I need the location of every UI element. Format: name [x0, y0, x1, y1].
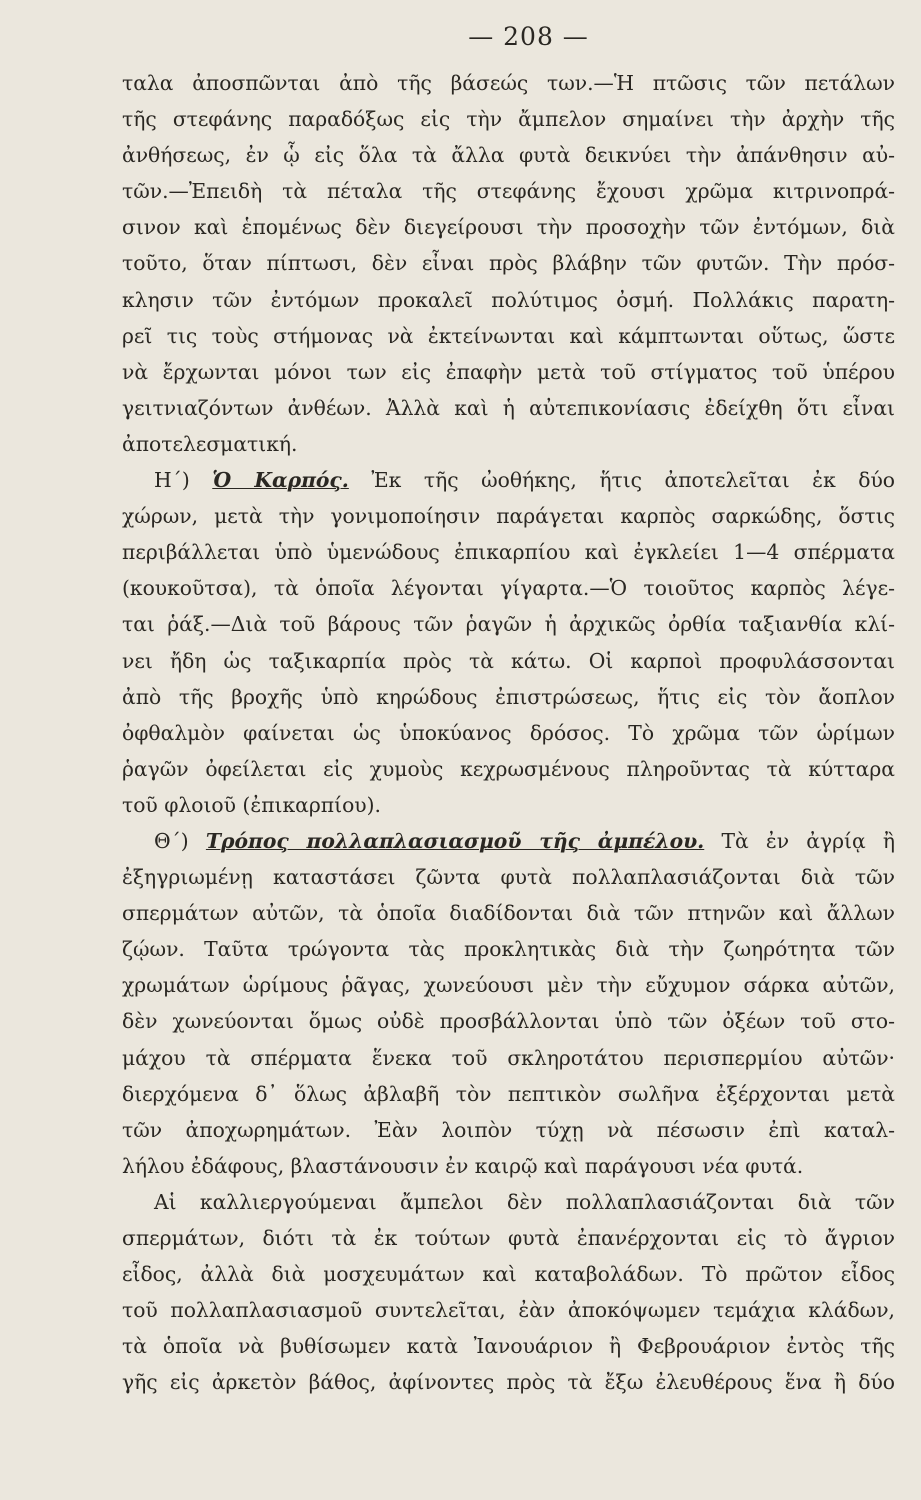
- section-heading: [122, 462, 895, 498]
- text-line: σινον καὶ ἑπομένως δὲν διεγείρουσι τὴν προσοχὴν τῶν ἐντόμων, διὰ: [122, 215, 895, 240]
- text-line: ρεῖ τις τοὺς στήμονας νὰ ἐκτείνωνται καὶ κάμπτωνται οὕτως, ὥστε: [122, 323, 895, 348]
- text-line: (κουκοῦτσα), τὰ ὁποῖα λέγονται γίγαρτα.—Ὁ τοιοῦτος καρπὸς λέγε-: [122, 576, 895, 601]
- section-propagation: [122, 823, 895, 1184]
- text-line: εἶδος, ἀλλὰ διὰ μοσχευμάτων καὶ καταβολάδων. Τὸ πρῶτον εἶδος: [122, 1262, 895, 1287]
- text-line: ἀπὸ τῆς βροχῆς ὑπὸ κηρώδους ἐπιστρώσεως, ἥτις εἰς τὸν ἄοπλον: [122, 684, 895, 709]
- text-line: τοῦτο, ὅταν πίπτωσι, δὲν εἶναι πρὸς βλάβην τῶν φυτῶν. Τὴν πρόσ-: [122, 251, 895, 276]
- text-line: τῶν.—Ἐπειδὴ τὰ πέταλα τῆς στεφάνης ἔχουσι χρῶμα κιτρινοπρά-: [122, 179, 895, 204]
- text-line: γῆς εἰς ἀρκετὸν βάθος, ἀφίνοντες πρὸς τὰ ἔξω ἐλευθέρους ἕνα ἢ δύο: [122, 1370, 895, 1395]
- section-heading: [122, 823, 895, 859]
- page-number: — 208 —: [468, 22, 589, 51]
- text-line: νει ἤδη ὡς ταξικαρπία πρὸς τὰ κάτω. Οἱ καρποὶ προφυλάσσονται: [122, 648, 895, 673]
- text-line: τῆς στεφάνης παραδόξως εἰς τὴν ἄμπελον σημαίνει τὴν ἀρχὴν τῆς: [122, 107, 895, 132]
- text-line: ἀποτελεσματική.: [122, 431, 298, 456]
- section-heading-text: Τὰ ἐν ἀγρίᾳ ἢ: [721, 828, 895, 853]
- text-line: διερχόμενα δ᾽ ὅλως ἀβλαβῆ τὸν πεπτικὸν σωλῆνα ἐξέρχονται μετὰ: [122, 1081, 895, 1106]
- text-line: γειτνιαζόντων ἀνθέων. Ἀλλὰ καὶ ἡ αὐτεπικονίασις ἐδείχθη ὅτι εἶναι: [122, 395, 895, 420]
- text-line: μάχου τὰ σπέρματα ἕνεκα τοῦ σκληροτάτου περισπερμίου αὐτῶν·: [122, 1045, 895, 1070]
- text-line: ἀνθήσεως, ἐν ᾧ εἰς ὅλα τὰ ἄλλα φυτὰ δεικνύει τὴν ἀπάνθησιν αὐ-: [122, 143, 895, 168]
- text-line: δὲν χωνεύονται ὅμως οὐδὲ προσβάλλονται ὑπὸ τῶν ὀξέων τοῦ στο-: [122, 1009, 895, 1034]
- text-line: ὀφθαλμὸν φαίνεται ὡς ὑποκύανος δρόσος. Τὸ χρῶμα τῶν ὡρίμων: [122, 720, 895, 745]
- section-title: Ὁ Καρπός.: [212, 468, 349, 493]
- text-line: τοῦ φλοιοῦ (ἐπικαρπίου).: [122, 792, 381, 817]
- text-line: τὰ ὁποῖα νὰ βυθίσωμεν κατὰ Ἰανουάριον ἢ Φεβρουάριον ἐντὸς τῆς: [122, 1334, 895, 1359]
- paragraph-flowers: [122, 65, 895, 462]
- section-title: Τρόπος πολλαπλασιασμοῦ τῆς ἀμπέλου.: [205, 828, 705, 853]
- text-line: νὰ ἔρχωνται μόνοι των εἰς ἐπαφὴν μετὰ τοῦ στίγματος τοῦ ὑπέρου: [122, 359, 895, 384]
- section-fruit: [122, 462, 895, 823]
- text-line: χρωμάτων ὡρίμους ῥᾶγας, χωνεύουσι μὲν τὴν εὔχυμον σάρκα αὐτῶν,: [122, 973, 895, 998]
- text-line: κλησιν τῶν ἐντόμων προκαλεῖ πολύτιμος ὀσμή. Πολλάκις παρατη-: [122, 287, 895, 312]
- text-line: τῶν ἀποχωρημάτων. Ἐὰν λοιπὸν τύχῃ νὰ πέσωσιν ἐπὶ καταλ-: [122, 1117, 895, 1142]
- text-line: λήλου ἐδάφους, βλαστάνουσιν ἐν καιρῷ καὶ παράγουσι νέα φυτά.: [122, 1153, 804, 1178]
- text-line: σπερμάτων αὐτῶν, τὰ ὁποῖα διαδίδονται διὰ τῶν πτηνῶν καὶ ἄλλων: [122, 901, 895, 926]
- text-line: χώρων, μετὰ τὴν γονιμοποίησιν παράγεται καρπὸς σαρκώδης, ὅστις: [122, 504, 895, 529]
- text-line: ται ῥάξ.—Διὰ τοῦ βάρους τῶν ῥαγῶν ἡ ἀρχικῶς ὀρθία ταξιανθία κλί-: [122, 612, 895, 637]
- text-line: Αἱ καλλιεργούμεναι ἄμπελοι δὲν πολλαπλασιάζονται διὰ τῶν: [154, 1189, 895, 1214]
- section-label: Η´): [154, 468, 190, 493]
- paragraph-cultivated-vines: [122, 1184, 895, 1401]
- text-line: σπερμάτων, διότι τὰ ἐκ τούτων φυτὰ ἐπανέρχονται εἰς τὸ ἄγριον: [122, 1226, 895, 1250]
- text-line: περιβάλλεται ὑπὸ ὑμενώδους ἐπικαρπίου καὶ ἐγκλείει 1—4 σπέρματα: [122, 540, 895, 565]
- section-heading-text: Ἐκ τῆς ὠοθήκης, ἥτις ἀποτελεῖται ἐκ δύο: [371, 468, 895, 493]
- text-line: ζῴων. Ταῦτα τρώγοντα τὰς προκλητικὰς διὰ τὴν ζωηρότητα τῶν: [122, 937, 895, 962]
- section-label: Θ´): [154, 828, 189, 853]
- text-line: τοῦ πολλαπλασιασμοῦ συντελεῖται, ἐὰν ἀποκόψωμεν τεμάχια κλάδων,: [122, 1298, 895, 1323]
- text-line: ἐξηγριωμένῃ καταστάσει ζῶντα φυτὰ πολλαπλασιάζονται διὰ τῶν: [122, 865, 895, 890]
- text-line: ταλα ἀποσπῶνται ἀπὸ τῆς βάσεώς των.—Ἡ πτῶσις τῶν πετάλων: [122, 71, 895, 95]
- text-line: ῥαγῶν ὀφείλεται εἰς χυμοὺς κεχρωσμένους πληροῦντας τὰ κύτταρα: [122, 756, 895, 781]
